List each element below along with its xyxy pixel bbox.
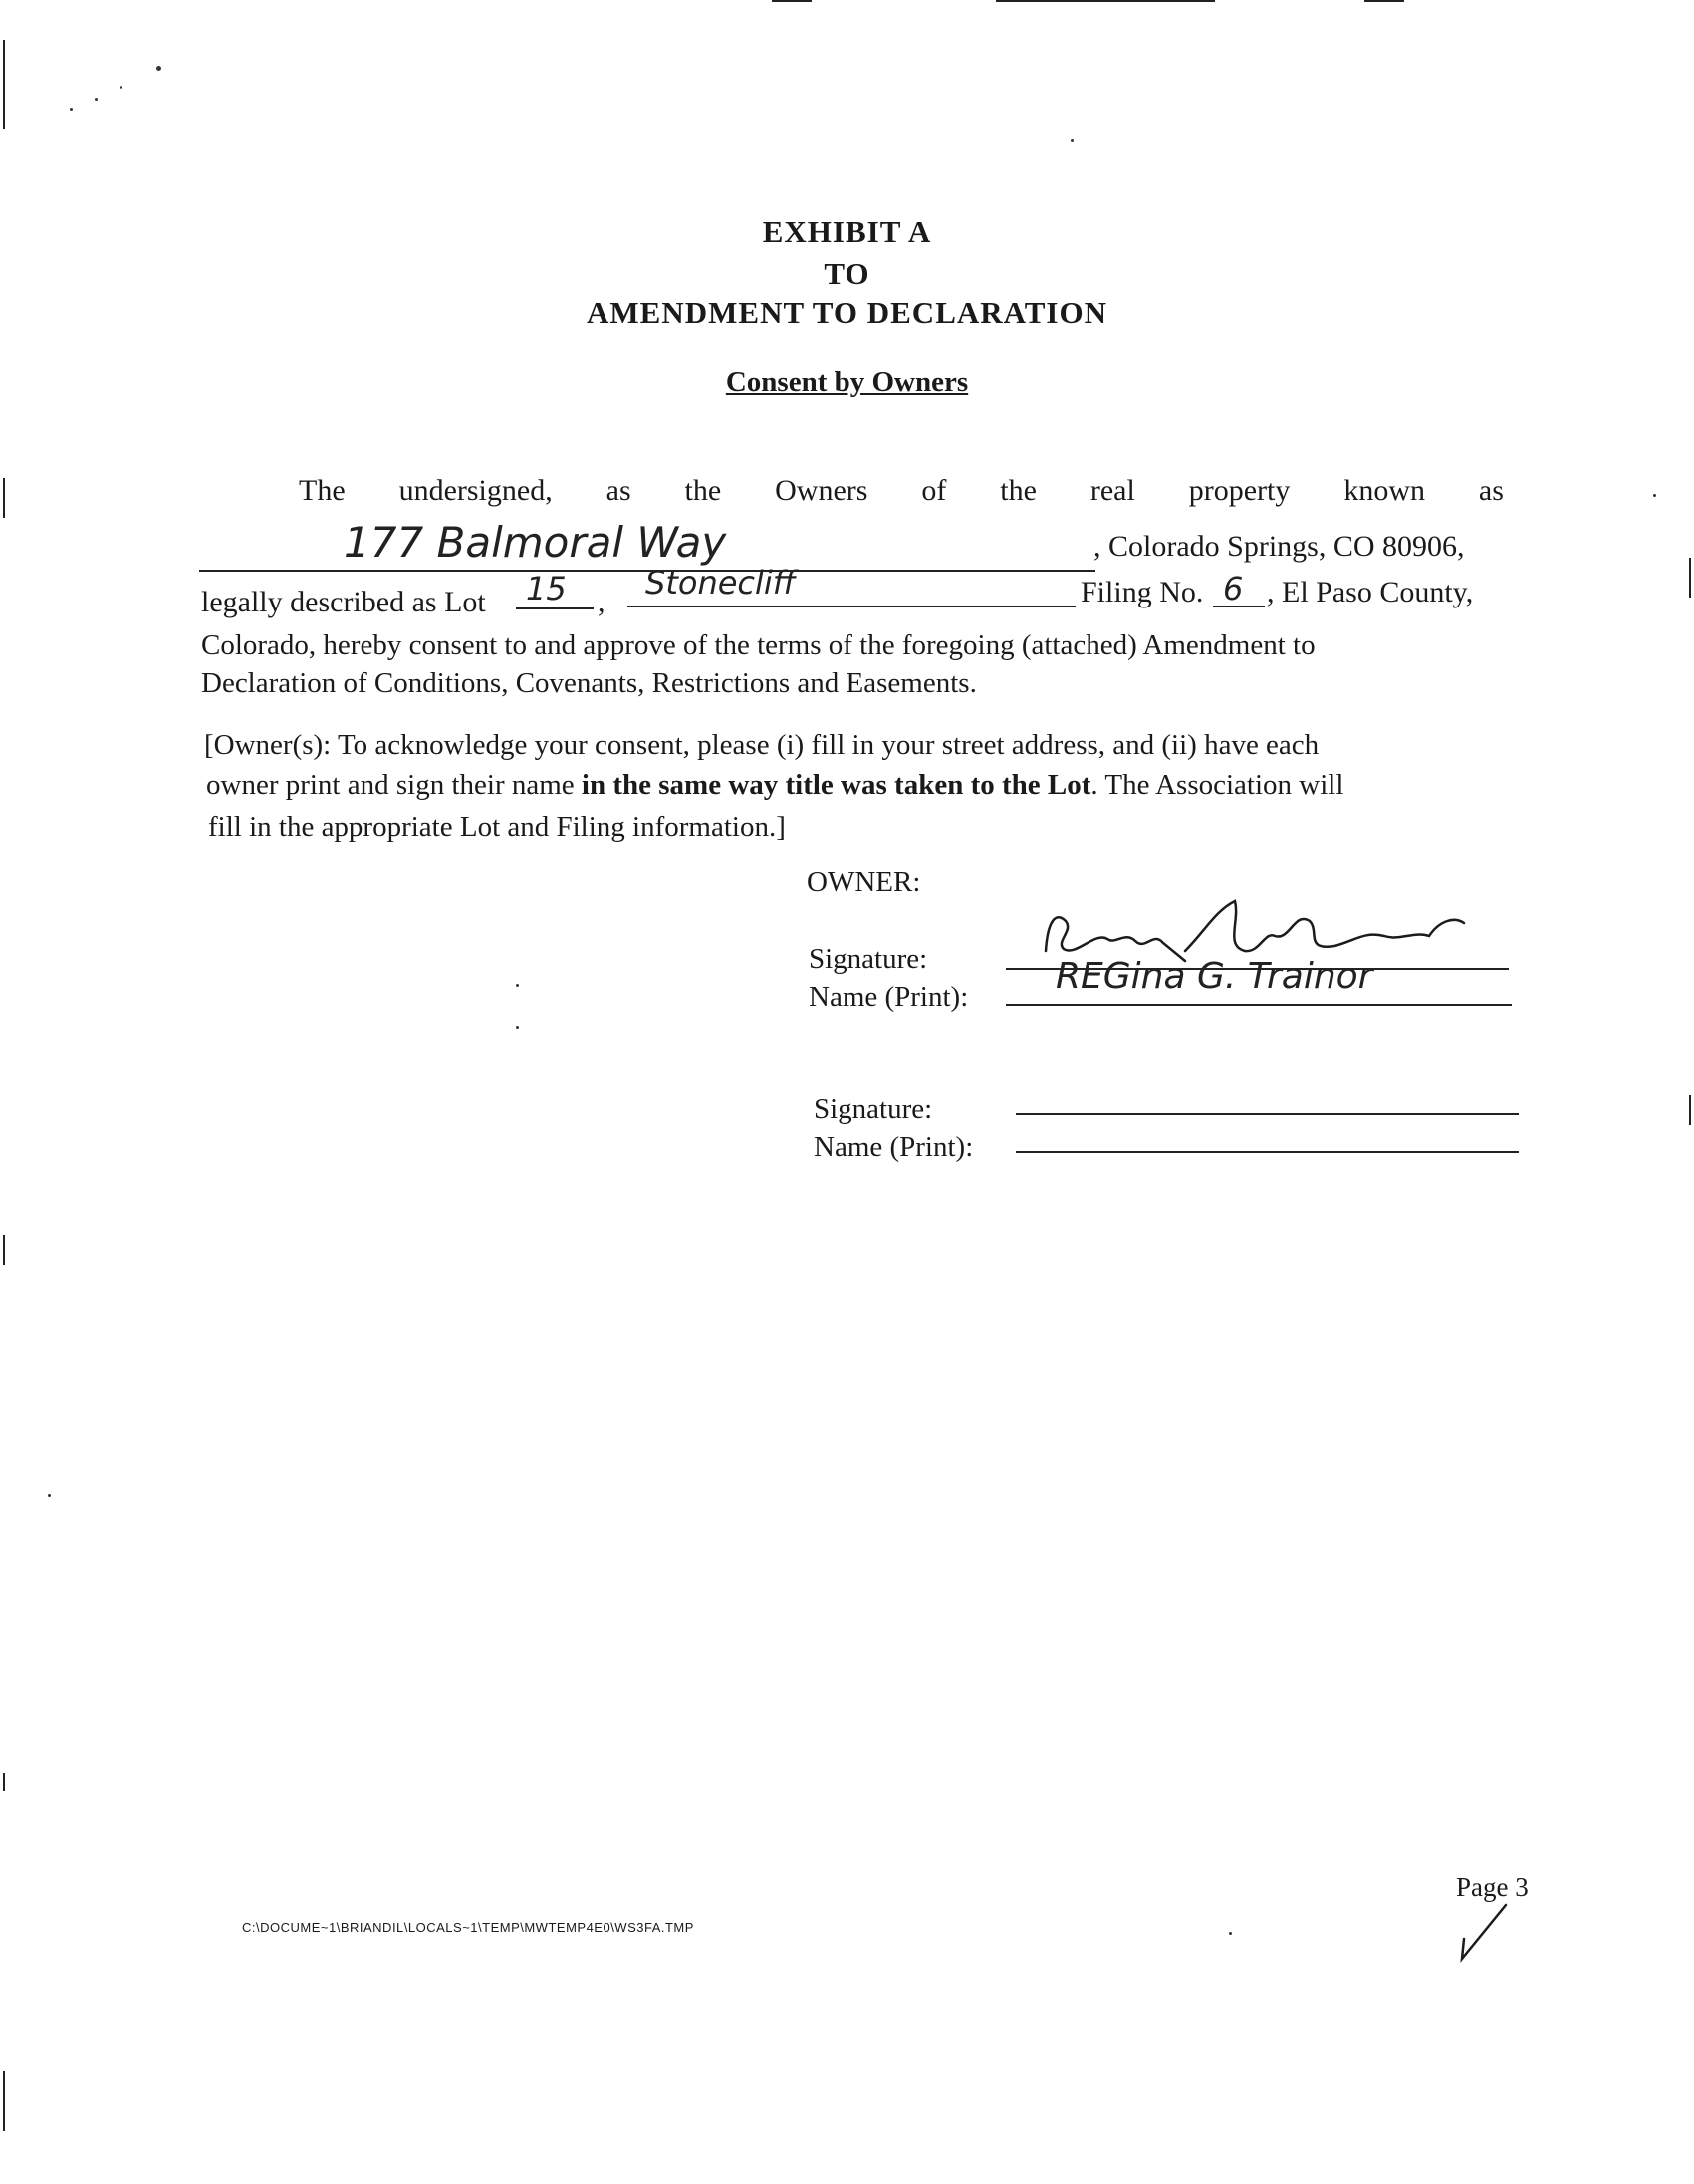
exhibit-title-amendment: AMENDMENT TO DECLARATION (587, 295, 1107, 330)
instructions-line3: fill in the appropriate Lot and Filing information.] (208, 811, 786, 843)
word: the (1000, 474, 1037, 507)
scan-speck (1653, 494, 1656, 497)
lot-number-line (516, 607, 594, 609)
name-print-label-1: Name (Print): (809, 981, 969, 1013)
name-print-line-1 (1006, 1004, 1512, 1006)
signature-label-1: Signature: (809, 943, 928, 975)
owner1-name-handwritten: REGina G. Trainor (1056, 956, 1373, 997)
word: as (1478, 474, 1504, 507)
filing-number-line (1213, 606, 1265, 607)
street-address-handwritten: 177 Balmoral Way (344, 518, 727, 567)
consent-heading-text: Consent by Owners (725, 366, 969, 398)
signature-line-2 (1016, 1113, 1519, 1115)
scan-edge-mark (772, 0, 812, 2)
scan-speck (156, 66, 161, 71)
comma-separator: , (598, 586, 605, 618)
paragraph1-line5: Declaration of Conditions, Covenants, Restrictions and Easements. (201, 667, 977, 699)
subdivision-line (627, 606, 1076, 607)
paragraph1-line1 (299, 474, 1504, 508)
scan-speck (1071, 139, 1074, 142)
scan-speck (516, 1026, 519, 1029)
scan-edge-mark (3, 478, 5, 518)
word: of (921, 474, 947, 507)
filing-label: Filing No. (1081, 576, 1204, 608)
scan-speck (70, 108, 73, 111)
scan-speck (48, 1494, 51, 1497)
checkmark-icon (1454, 1897, 1514, 1967)
scan-edge-mark (3, 1773, 5, 1791)
subdivision-handwritten: Stonecliff (645, 564, 796, 602)
exhibit-title: EXHIBIT A (762, 214, 932, 249)
scan-edge-mark (1689, 1095, 1691, 1125)
scan-speck (516, 984, 519, 987)
signature-label-2: Signature: (814, 1093, 933, 1125)
exhibit-title-to: TO (824, 256, 870, 291)
lot-number-handwritten: 15 (526, 570, 567, 607)
word: known (1343, 474, 1425, 507)
scan-edge-mark (3, 1235, 5, 1265)
scan-speck (120, 86, 122, 89)
scan-edge-mark (3, 40, 5, 129)
legal-description-label: legally described as Lot (201, 586, 486, 618)
name-print-label-2: Name (Print): (814, 1131, 974, 1163)
city-state-zip: , Colorado Springs, CO 80906, (1093, 530, 1465, 563)
scan-speck (95, 98, 98, 101)
scan-edge-mark (3, 2071, 5, 2131)
owner-label: OWNER: (807, 866, 921, 898)
instructions-emphasis: in the same way title was taken to the Lot (581, 769, 1091, 801)
paragraph1-line4: Colorado, hereby consent to and approve of the terms of the foregoing (attached) Amendment to (201, 629, 1316, 661)
scan-edge-mark (1364, 0, 1404, 2)
instructions-line2-start: owner print and sign their name (206, 769, 582, 801)
scan-speck (1229, 1932, 1232, 1935)
instructions-line1: [Owner(s): To acknowledge your consent, please (i) fill in your street address, and (ii) have each (204, 729, 1320, 761)
filing-number-handwritten: 6 (1223, 570, 1244, 607)
word: property (1188, 474, 1291, 507)
word: undersigned, (398, 474, 553, 507)
word: as (605, 474, 631, 507)
word: real (1089, 474, 1135, 507)
word: The (299, 474, 346, 507)
page-number: Page 3 (1456, 1872, 1529, 1902)
instructions-line2-end: . The Association will (1090, 769, 1344, 801)
scan-edge-mark (996, 0, 1215, 2)
instructions-line2 (206, 769, 1343, 802)
scan-edge-mark (1689, 558, 1691, 598)
word: Owners (775, 474, 868, 507)
county-text: , El Paso County, (1267, 576, 1474, 608)
file-path-footer: C:\DOCUME~1\BRIANDIL\LOCALS~1\TEMP\MWTEMP4E0\WS3FA.TMP (242, 1920, 694, 1935)
consent-heading (0, 366, 1694, 399)
name-print-line-2 (1016, 1151, 1519, 1153)
word: the (684, 474, 722, 507)
